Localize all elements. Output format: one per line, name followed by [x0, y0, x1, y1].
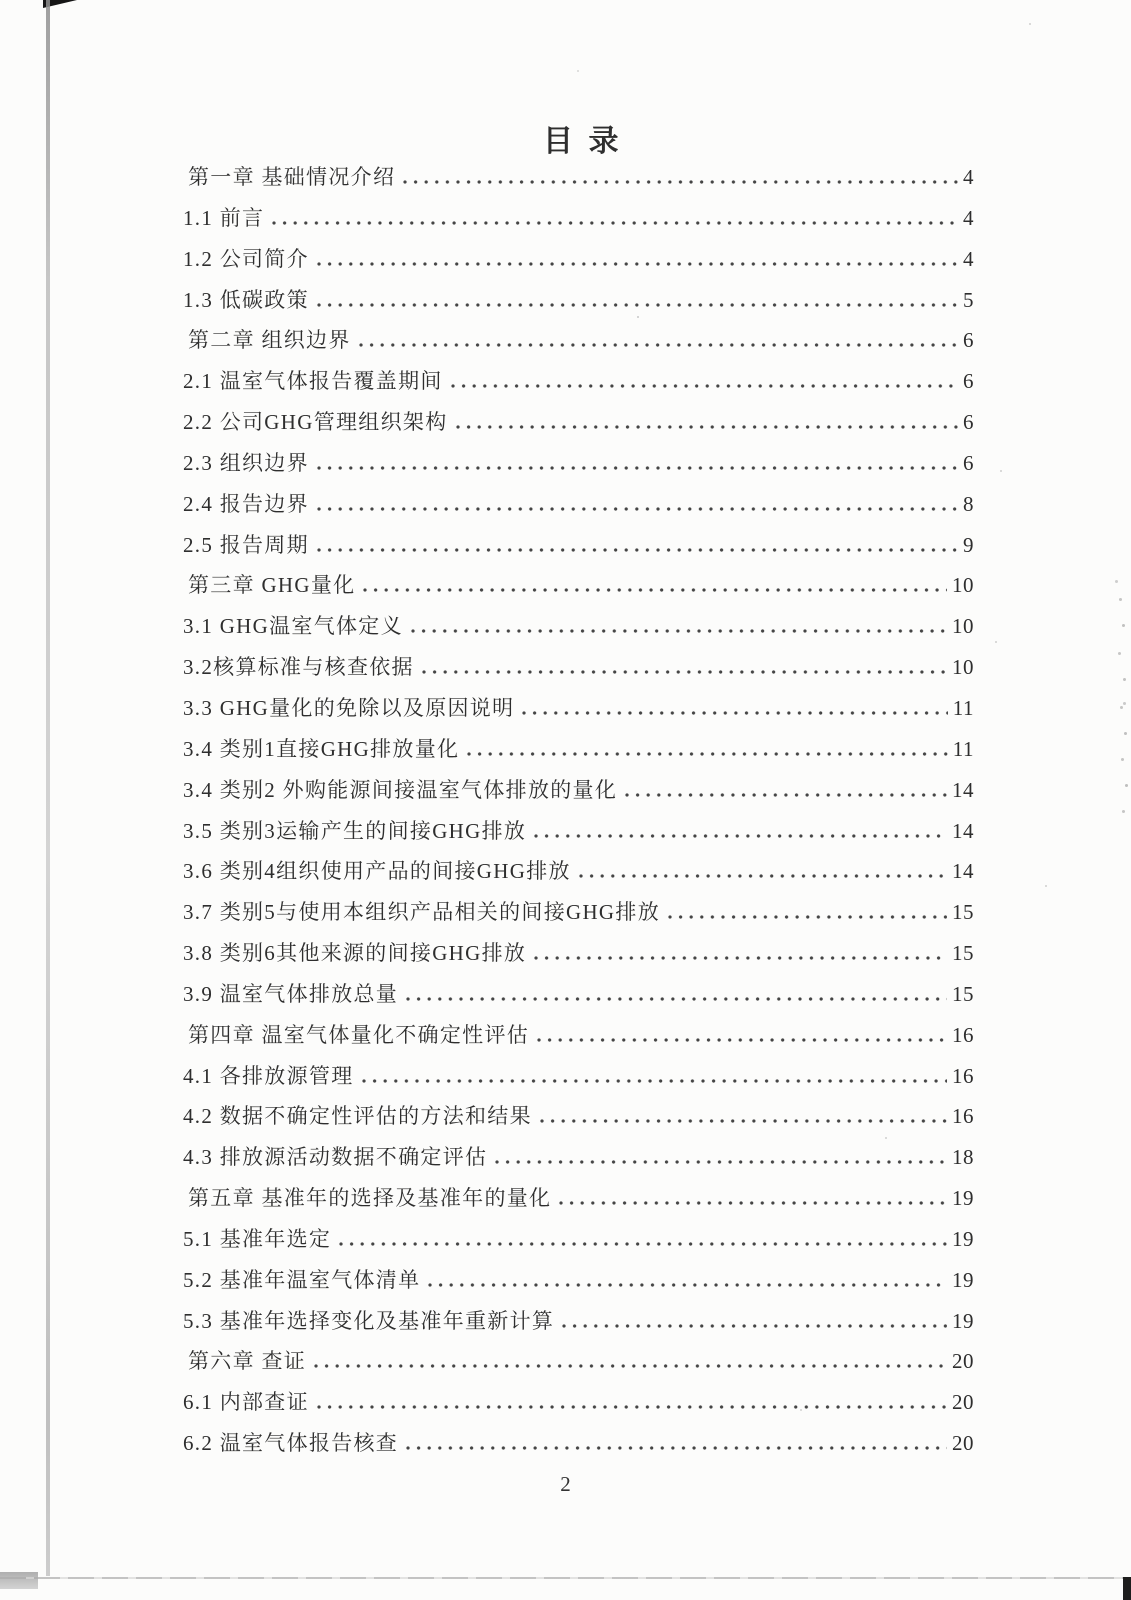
toc-entry — [183, 565, 974, 606]
dot-leader — [451, 384, 958, 388]
toc-entry-page-number: 15 — [952, 981, 974, 1006]
toc-entry — [183, 647, 974, 688]
dot-leader — [562, 1324, 947, 1328]
toc-entry-page-number: 14 — [952, 818, 974, 843]
table-of-contents — [183, 157, 974, 1464]
dot-leader — [317, 303, 958, 307]
toc-entry-label: 4.1 各排放源管理 — [183, 1063, 354, 1088]
toc-entry-page-number: 4 — [963, 205, 974, 230]
toc-entry-label: 5.1 基准年选定 — [183, 1226, 332, 1251]
toc-entry — [183, 770, 974, 811]
dot-leader — [668, 915, 947, 919]
toc-entry-label: 第六章 查证 — [188, 1349, 307, 1374]
toc-entry-page-number: 4 — [963, 165, 974, 189]
scan-artifact-bottom-left-patch — [0, 1572, 38, 1589]
toc-entry-label: 3.3 GHG量化的免除以及原因说明 — [183, 695, 515, 720]
dot-leader — [411, 629, 947, 633]
toc-entry-label: 3.7 类别5与使用本组织产品相关的间接GHG排放 — [183, 900, 660, 925]
toc-entry-label: 第五章 基准年的选择及基准年的量化 — [188, 1186, 552, 1211]
dot-leader — [272, 221, 958, 225]
toc-entry — [183, 280, 974, 321]
toc-entry-label: 5.2 基准年温室气体清单 — [183, 1267, 421, 1292]
page-number: 2 — [560, 1472, 571, 1496]
toc-entry-page-number: 19 — [952, 1308, 974, 1333]
toc-entry-page-number: 10 — [952, 614, 974, 639]
toc-entry-label: 2.1 温室气体报告覆盖期间 — [183, 369, 443, 394]
toc-entry — [183, 1056, 974, 1097]
toc-entry — [183, 361, 974, 402]
dot-leader — [467, 752, 947, 756]
toc-entry-label: 3.1 GHG温室气体定义 — [183, 614, 403, 639]
dot-leader — [540, 1119, 947, 1123]
toc-entry — [183, 811, 974, 852]
dot-leader — [317, 466, 958, 470]
toc-entry-page-number: 16 — [952, 1104, 974, 1129]
toc-entry-label: 1.1 前言 — [183, 205, 265, 230]
dot-leader — [456, 425, 959, 429]
toc-entry-label: 3.9 温室气体排放总量 — [183, 981, 399, 1006]
toc-entry-page-number: 19 — [952, 1267, 974, 1292]
toc-entry-label: 3.8 类别6其他来源的间接GHG排放 — [183, 941, 527, 966]
dot-leader — [317, 262, 958, 266]
toc-entry — [183, 443, 974, 484]
dot-leader — [317, 1405, 947, 1409]
toc-entry-page-number: 15 — [952, 900, 974, 925]
toc-entry-page-number: 6 — [963, 369, 974, 394]
toc-entry — [183, 1382, 974, 1423]
dot-leader — [317, 548, 958, 552]
dot-leader — [495, 1160, 947, 1164]
scan-artifact-bleed-marks — [1119, 598, 1122, 601]
toc-entry-page-number: 5 — [963, 287, 974, 312]
scan-artifact-specks — [637, 316, 639, 318]
toc-entry — [183, 484, 974, 525]
scan-artifact-bottom-right-bar — [1123, 1577, 1131, 1600]
toc-entry — [183, 1301, 974, 1342]
toc-entry-label: 3.2核算标准与核查依据 — [183, 655, 414, 680]
toc-entry — [183, 1219, 974, 1260]
toc-entry-page-number: 15 — [952, 941, 974, 966]
toc-entry-page-number: 20 — [952, 1390, 974, 1415]
toc-entry — [183, 974, 974, 1015]
toc-entry — [183, 606, 974, 647]
toc-entry-page-number: 20 — [952, 1431, 974, 1456]
toc-entry-label: 6.1 内部查证 — [183, 1390, 309, 1415]
toc-entry-page-number: 19 — [952, 1186, 974, 1211]
toc-entry — [183, 525, 974, 566]
toc-entry-label: 第二章 组织边界 — [188, 328, 351, 353]
toc-entry — [183, 1341, 974, 1382]
toc-entry-page-number: 20 — [952, 1349, 974, 1374]
toc-entry-page-number: 16 — [952, 1022, 974, 1047]
dot-leader — [625, 793, 947, 797]
dot-leader — [422, 670, 947, 674]
dot-leader — [537, 1038, 947, 1042]
toc-entry-page-number: 4 — [963, 246, 974, 271]
dot-leader — [522, 711, 947, 715]
toc-entry-label: 1.3 低碳政策 — [183, 287, 309, 312]
toc-entry-label: 第四章 温室气体量化不确定性评估 — [188, 1022, 530, 1047]
toc-entry — [183, 933, 974, 974]
toc-entry-page-number: 11 — [952, 736, 974, 761]
toc-entry-label: 4.2 数据不确定性评估的方法和结果 — [183, 1104, 532, 1129]
scan-artifact-bottom-line — [0, 1577, 1131, 1579]
toc-entry — [183, 1015, 974, 1056]
toc-entry-page-number: 6 — [963, 328, 974, 353]
toc-entry — [183, 402, 974, 443]
toc-entry-page-number: 6 — [963, 410, 974, 435]
toc-entry — [183, 851, 974, 892]
toc-entry-label: 4.3 排放源活动数据不确定评估 — [183, 1145, 488, 1170]
toc-entry-page-number: 14 — [952, 777, 974, 802]
dot-leader — [363, 588, 947, 592]
toc-entry-label: 2.2 公司GHG管理组织架构 — [183, 410, 448, 435]
dot-leader — [403, 180, 958, 184]
toc-entry-page-number: 18 — [952, 1145, 974, 1170]
toc-entry-page-number: 14 — [952, 859, 974, 884]
dot-leader — [406, 1446, 947, 1450]
dot-leader — [534, 834, 947, 838]
toc-entry — [183, 1178, 974, 1219]
toc-entry — [183, 892, 974, 933]
toc-entry-label: 5.3 基准年选择变化及基准年重新计算 — [183, 1308, 555, 1333]
toc-entry-page-number: 9 — [963, 532, 974, 557]
dot-leader — [314, 1364, 947, 1368]
toc-entry-label: 3.5 类别3运输产生的间接GHG排放 — [183, 818, 527, 843]
toc-entry-label: 3.6 类别4组织使用产品的间接GHG排放 — [183, 859, 571, 884]
dot-leader — [317, 507, 958, 511]
toc-entry-page-number: 16 — [952, 1063, 974, 1088]
toc-entry — [183, 198, 974, 239]
dot-leader — [362, 1079, 948, 1083]
dot-leader — [406, 997, 947, 1001]
dot-leader — [428, 1283, 947, 1287]
dot-leader — [359, 343, 958, 347]
dot-leader — [339, 1242, 947, 1246]
toc-entry-label: 6.2 温室气体报告核查 — [183, 1431, 399, 1456]
toc-entry — [183, 1423, 974, 1464]
toc-entry — [183, 320, 974, 361]
toc-entry-label: 第一章 基础情况介绍 — [188, 165, 396, 189]
toc-entry-label: 3.4 类别2 外购能源间接温室气体排放的量化 — [183, 777, 618, 802]
scan-artifact-left-line — [46, 0, 50, 1576]
toc-entry-page-number: 11 — [952, 695, 974, 720]
toc-entry-label: 2.5 报告周期 — [183, 532, 309, 557]
toc-entry-page-number: 8 — [963, 491, 974, 516]
toc-entry — [183, 157, 974, 198]
toc-entry — [183, 1260, 974, 1301]
dot-leader — [534, 956, 947, 960]
toc-entry-page-number: 6 — [963, 450, 974, 475]
toc-entry-label: 2.3 组织边界 — [183, 450, 309, 475]
toc-entry-label: 1.2 公司简介 — [183, 246, 309, 271]
dot-leader — [579, 874, 947, 878]
toc-entry — [183, 1096, 974, 1137]
toc-entry — [183, 1137, 974, 1178]
toc-entry-label: 2.4 报告边界 — [183, 491, 309, 516]
toc-entry — [183, 239, 974, 280]
toc-entry-page-number: 19 — [952, 1226, 974, 1251]
page-title: 目 录 — [543, 125, 623, 158]
toc-entry — [183, 729, 974, 770]
toc-entry-label: 3.4 类别1直接GHG排放量化 — [183, 736, 460, 761]
toc-entry — [183, 688, 974, 729]
dot-leader — [559, 1201, 947, 1205]
toc-entry-page-number: 10 — [952, 655, 974, 680]
toc-entry-label: 第三章 GHG量化 — [188, 573, 356, 598]
toc-entry-page-number: 10 — [952, 573, 974, 598]
